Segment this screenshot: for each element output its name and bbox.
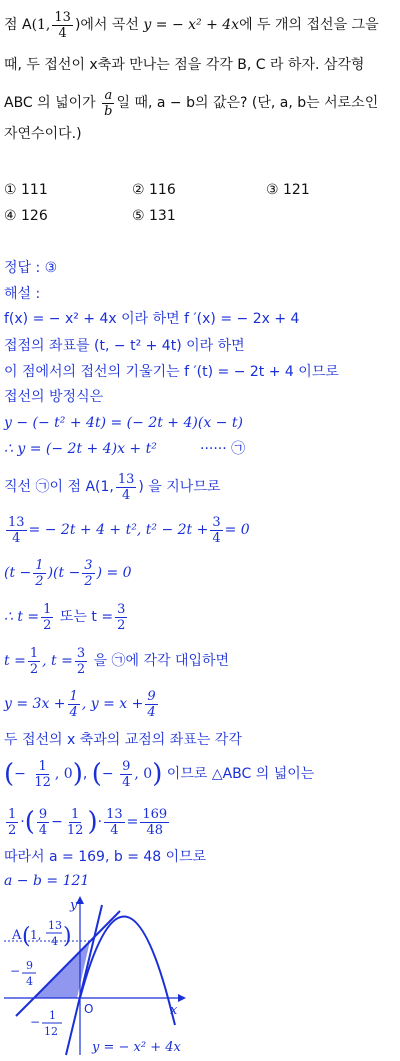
fraction: $\frac{13}{4}$ [8,514,25,546]
solution-step-2: 접점의 좌표를 (t, − t² + 4t) 이라 하면 [4,338,245,354]
solution-step-15: $\frac{1}{2}$ ·( $\frac{9}{4}$ − $\frac{1}{12}$ )· $\frac{13}{4}$ = $\frac{169}{48}$ [8,806,168,838]
x-axis-arrow [178,994,186,1002]
solution-step-8: $\frac{13}{4}$ = − 2t + 4 + t², t² − 2t + $\frac{3}{4}$ = 0 [8,514,250,546]
parabola-curve [80,917,175,1026]
solution-step-1: f(x) = − x² + 4x 이라 하면 f ′(x) = − 2x + 4 [4,311,300,327]
intercept-m112-den: 12 [44,1025,58,1038]
intercept-m112-sign: − [30,1015,41,1029]
question-line-3: ABC 의 넓이가 $\frac{a}{b}$ 일 때, a − b의 값은? (단, a, b는 서로소인 [4,87,379,119]
answer-label: 정답 : ③ [4,260,58,276]
paren-close: ) [63,924,72,949]
point-a-label: A [12,928,22,943]
point-a-coord: 1, [30,928,42,942]
solution-step-10: ∴ t = $\frac{1}{2}$ 또는 t = $\frac{3}{2}$ [4,601,126,633]
solution-step-5: y − (− t² + 4t) = (− 2t + 4)(x − t) [4,415,243,431]
solution-step-14: (− $\frac{1}{12}$ , 0), (− $\frac{9}{4}$ , 0) 이므로 △ABC 의 넓이는 [4,758,315,790]
solution-step-3: 이 점에서의 접선의 기울기는 f ′(t) = − 2t + 4 이므로 [4,364,339,380]
question-line-2: 때, 두 접선이 x축과 만나는 점을 각각 B, C 라 하자. 삼각형 [4,57,365,73]
question-line-1: 점 A(1, $\frac{13}{4}$ )에서 곡선 y = − x² + 4x에 두 개의 접선을 그을 [4,9,379,41]
fraction: $\frac{1}{2}$ [43,601,52,633]
intercept-m94-num: 9 [26,959,33,972]
fraction: $\frac{1}{12}$ [34,758,51,790]
solution-step-12: y = 3x + $\frac{1}{4}$ , y = x + $\frac{9}{4}$ [4,688,156,720]
choice-1[interactable]: ① 111 [4,182,48,198]
fraction: $\frac{1}{2}$ [35,557,44,589]
tangent-graph [0,895,220,1061]
fraction: $\frac{13}{4}$ [117,471,135,503]
intercept-m94-sign: − [10,964,21,978]
choice-4[interactable]: ④ 126 [4,208,48,224]
intercept-m94-den: 4 [26,975,33,988]
fraction: $\frac{9}{4}$ [38,806,48,838]
solution-step-17: a − b = 121 [4,873,90,889]
choice-2[interactable]: ② 116 [132,182,176,198]
fraction: $\frac{3}{2}$ [84,557,93,589]
solution-step-6: ∴ y = (− 2t + 4)x + t² [4,441,157,457]
fraction: $\frac{1}{2}$ [8,806,17,838]
axis-label-y: y [70,898,78,913]
solution-step-13: 두 접선의 x 축과의 교점의 좌표는 각각 [4,732,242,748]
solution-step-11: t = $\frac{1}{2}$ , t = $\frac{3}{2}$ 을 ㉠에 각각 대입하면 [4,645,230,677]
origin-label: O [84,1002,94,1016]
choice-3[interactable]: ③ 121 [266,182,310,198]
tangent-line-2-ext [16,998,34,1016]
axis-label-x: x [170,1003,178,1018]
solution-step-9: (t − $\frac{1}{2}$ )(t − $\frac{3}{2}$ ) = 0 [4,557,132,589]
fraction: $\frac{13}{4}$ [54,9,71,41]
solution-step-4: 접선의 방정식은 [4,389,104,405]
solution-label: 해설 : [4,286,41,302]
fraction: $\frac{3}{2}$ [76,645,86,677]
choice-5[interactable]: ⑤ 131 [132,208,176,224]
point-a-den: 4 [51,935,58,948]
question-line-4: 자연수이다.) [4,126,82,142]
fraction: $\frac{9}{4}$ [147,688,156,720]
fraction: $\frac{9}{4}$ [122,758,131,790]
paren-open: ( [22,924,31,949]
point-a-num: 13 [48,919,62,932]
fraction: $\frac{3}{4}$ [212,514,221,546]
equation-tag: ······ ㉠ [200,441,246,457]
fraction: $\frac{13}{4}$ [106,806,123,838]
curve-equation-label: y = − x² + 4x [92,1040,181,1055]
fraction: $\frac{3}{2}$ [117,601,126,633]
fraction: $\frac{1}{12}$ [66,806,84,838]
fraction: $\frac{1}{4}$ [69,688,78,720]
fraction: $\frac{1}{2}$ [29,645,39,677]
solution-step-7: 직선 ㉠이 점 A(1, $\frac{13}{4}$ ) 을 지나므로 [4,471,221,503]
solution-step-16: 따라서 a = 169, b = 48 이므로 [4,849,207,865]
fraction: $\frac{169}{48}$ [142,806,168,838]
fraction: $\frac{a}{b}$ [104,87,113,119]
intercept-m112-num: 1 [49,1009,56,1022]
